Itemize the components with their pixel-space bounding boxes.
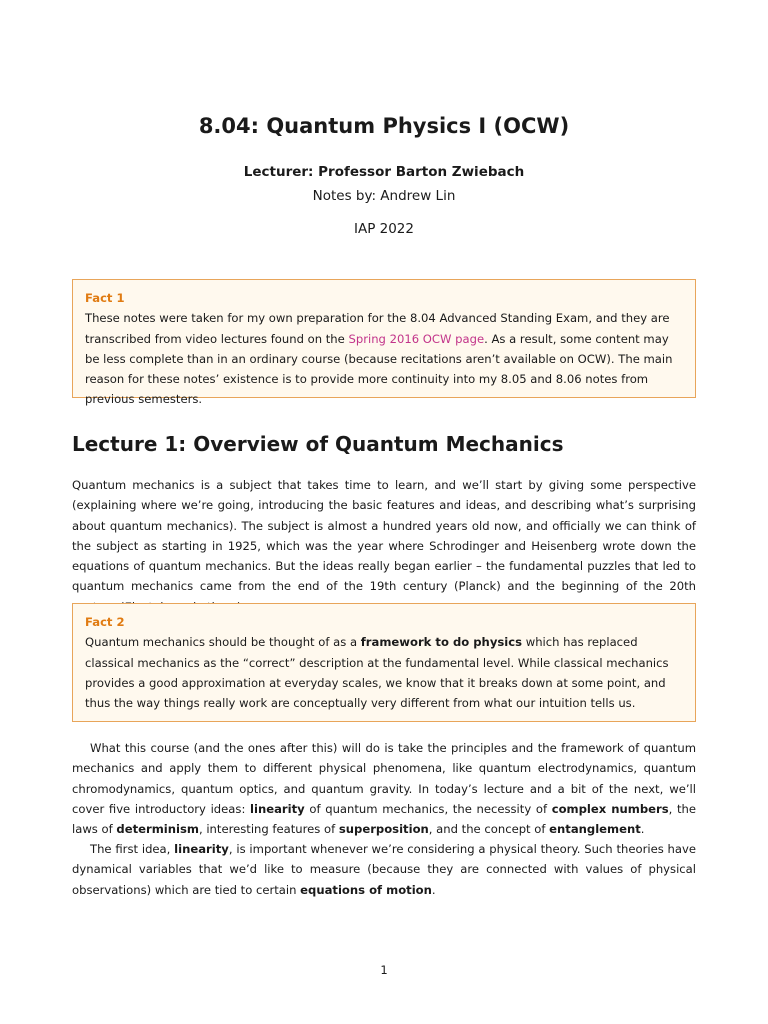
lecturer-line: Lecturer: Professor Barton Zwiebach: [243, 164, 525, 180]
bold-term: equations of motion: [300, 882, 432, 897]
fact-label: Fact 2: [85, 615, 125, 629]
bold-term: superposition: [338, 822, 429, 837]
bold-term: complex numbers: [551, 801, 669, 816]
bold-term: linearity: [250, 801, 305, 816]
paragraph: Quantum mechanics is a subject that takes time to learn, and we’ll start by giving some perspective (explaining where we’re going, introducing the basic features and ideas, and describing what’s surprising about quantum mechanics). The subject is almost a hundred years old now, and officially we can think of the subject as starting in 1925, which was the year where Schrodinger and Heisenberg wrote down the equations of quantum mechanics. But the ideas really began earlier – the fundamental puzzles that led to quantum mechanics came from the end of the 19th century (Planck) and the beginning of the 20th: [72, 478, 696, 594]
document-title: 8.04: Quantum Physics I (OCW): [198, 114, 570, 138]
bold-term: entanglement: [549, 822, 641, 837]
fact-label: Fact 1: [85, 291, 125, 305]
section-heading: Lecture 1: Overview of Quantum Mechanics: [72, 432, 564, 456]
page-number: 1: [380, 963, 388, 977]
fact-body: Quantum mechanics should be thought of as a framework to do physics which has replaced classical mechanics as the “correct” description at the fundamental level. While classical mechanics provides a good approximation at everyday scales, we know that it breaks down at some point, and thus the way things really work are conceptually very different from what our intuition tells us.: [85, 635, 669, 711]
ocw-page-link[interactable]: Spring 2016 OCW page: [348, 331, 485, 346]
paragraph: The first idea, linearity, is important whenever we’re considering a physical theory. Such theories have dynamical variables that we’d like to measure (because they are connected with values of physical observations) which are tied to certain equations of motion.: [72, 842, 697, 897]
fact-box-2: [72, 603, 696, 722]
bold-term: determinism: [116, 822, 199, 837]
fact-body: These notes were taken for my own preparation for the 8.04 Advanced Standing Exam, and they are transcribed from video lectures found on the Spring 2016 OCW page. As a result, some content may be less complete than in an ordinary course (because recitations aren’t available on OCW). The main reason for these notes’ existence is to provide more continuity into my 8.05 and 8.06 notes from previous semesters.: [85, 311, 673, 407]
date-line: IAP 2022: [353, 221, 414, 237]
notes-by-line: Notes by: Andrew Lin: [312, 188, 456, 204]
paragraph: What this course (and the ones after this) will do is take the principles and the framework of quantum mechanics and apply them to different physical phenomena, like quantum electrodynamics, quantum chromodynamics, quantum optics, and quantum gravity. In today’s lecture and a bit of the next, we’ll cover five introductory ideas: linearity of quantum mechanics, the necessity of complex numbers, the laws of determinism, interesting features of superposition, and the concept of entanglement.: [72, 741, 697, 837]
fact-box-1: [72, 279, 696, 407]
bold-term: linearity: [174, 842, 229, 856]
bold-term: framework to do physics: [360, 635, 523, 650]
